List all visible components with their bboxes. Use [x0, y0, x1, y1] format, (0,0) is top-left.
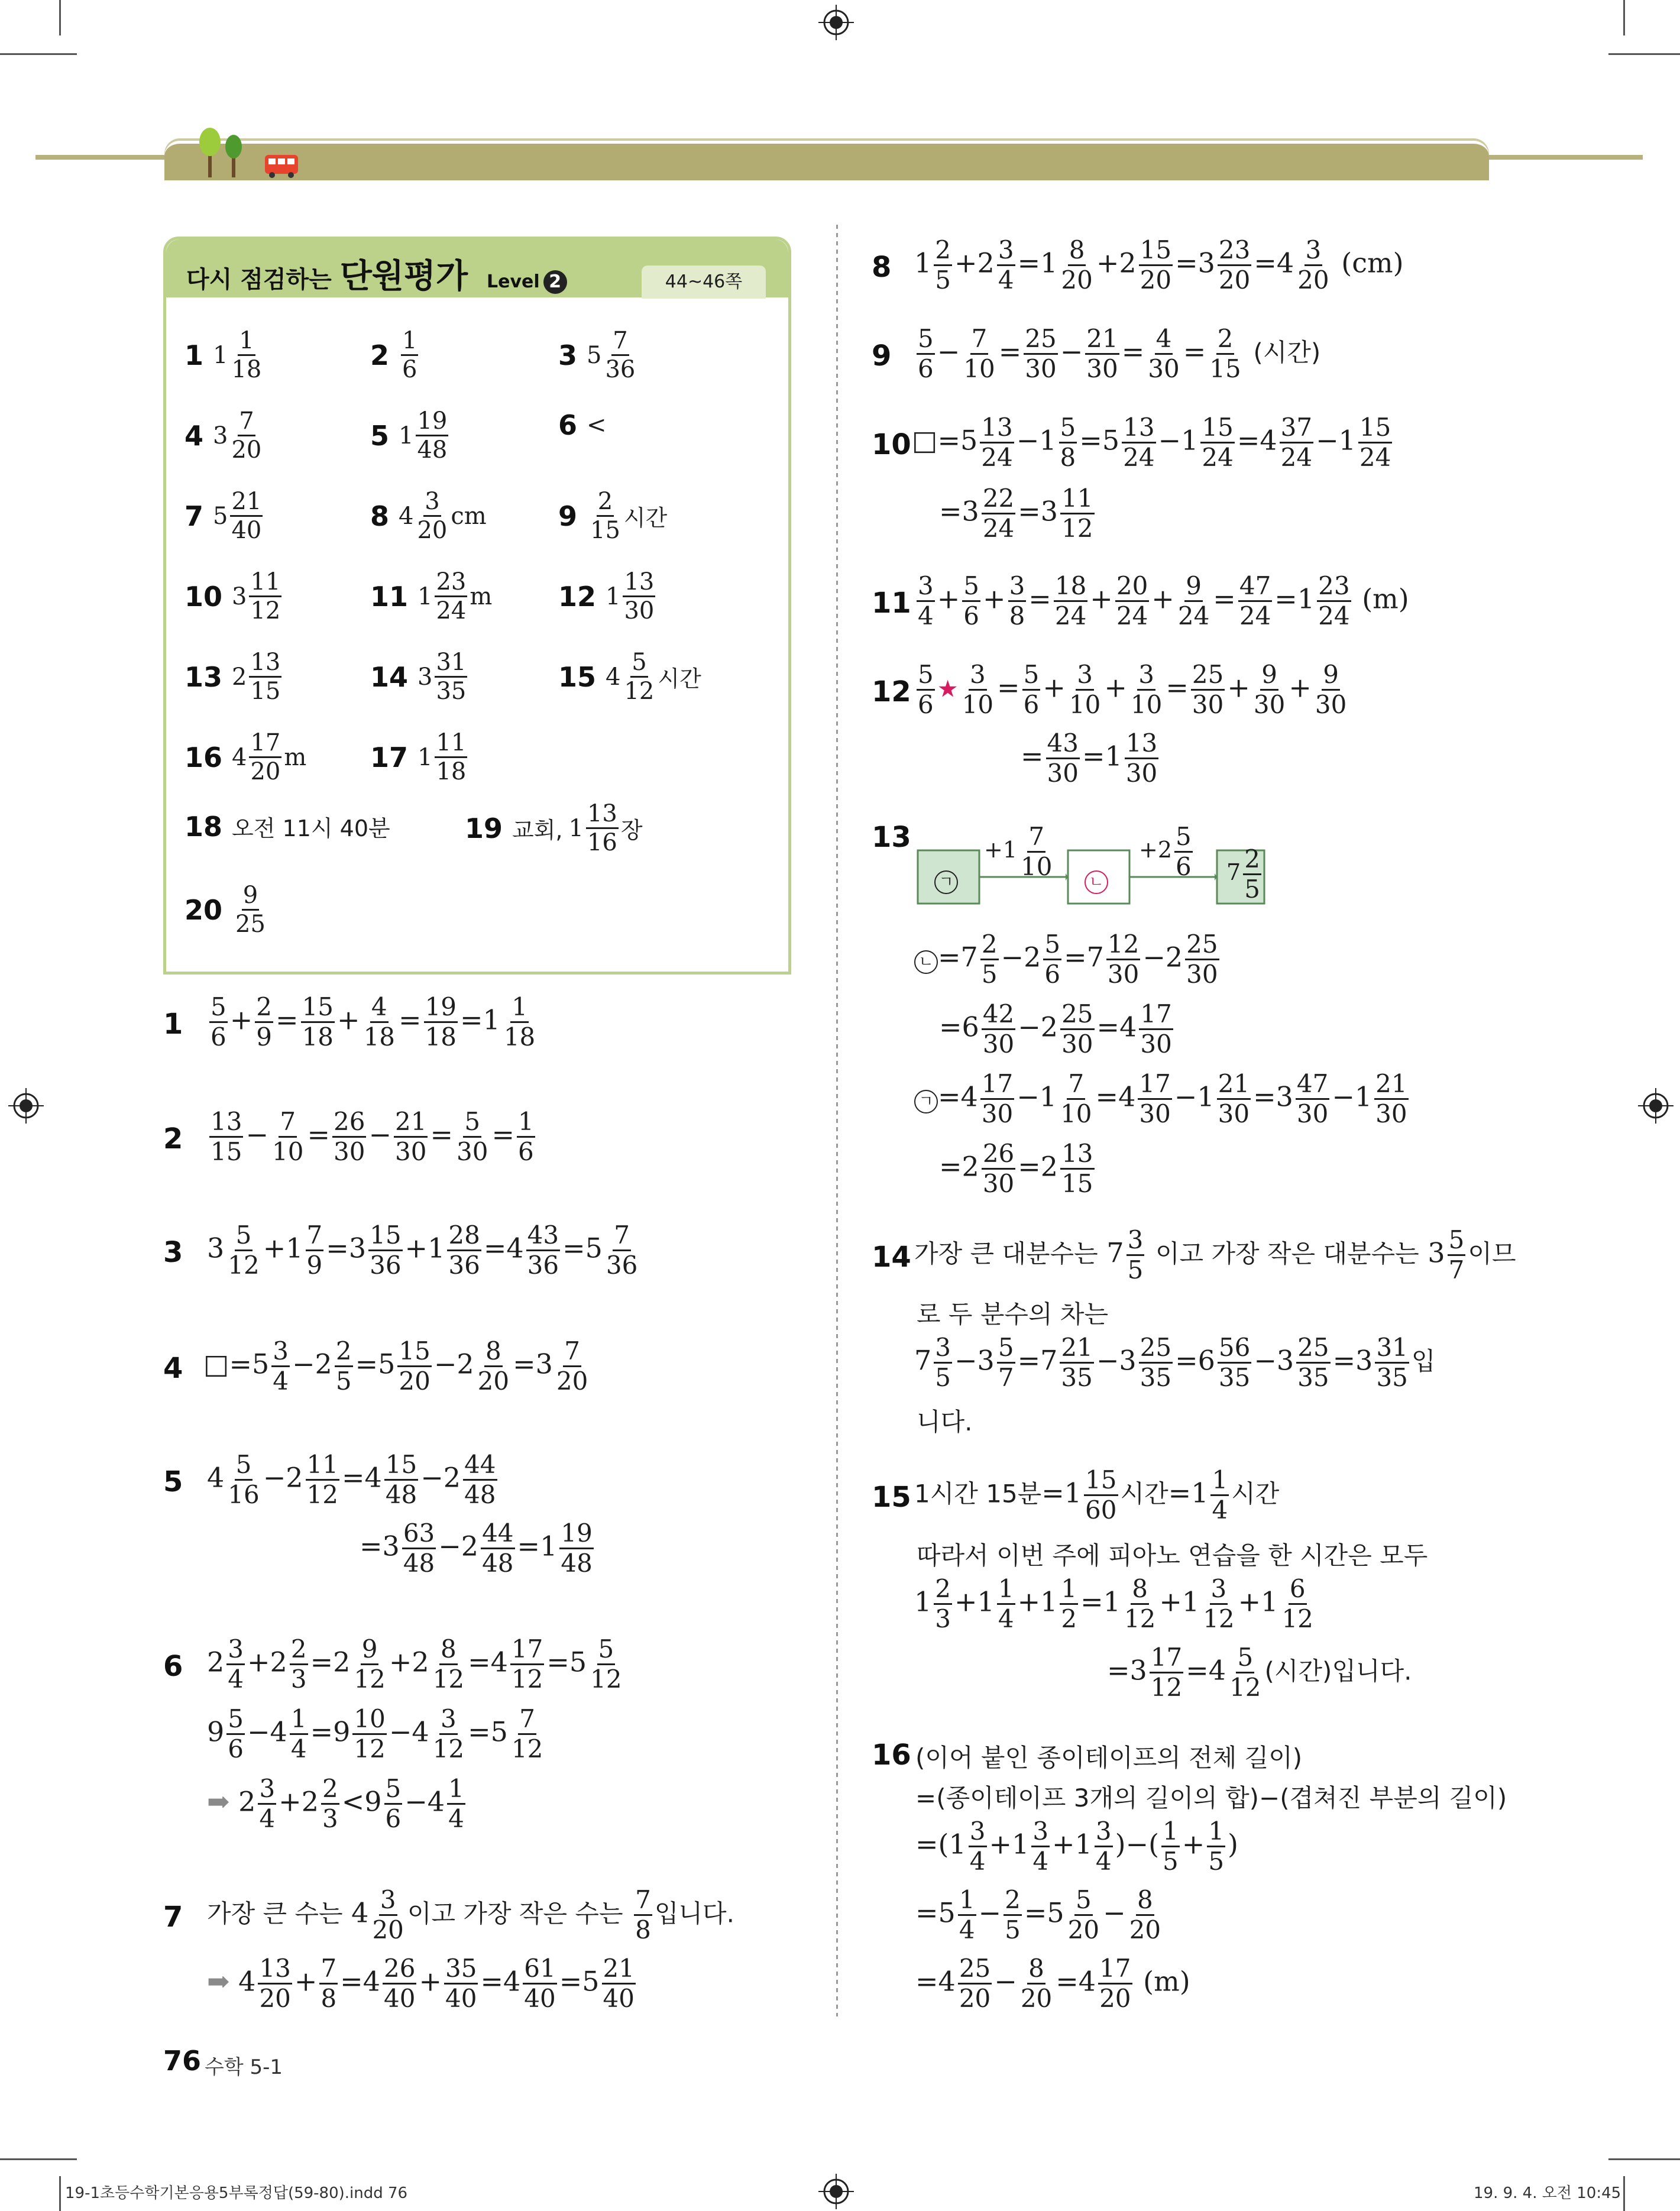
solution-15-line4: =3 $\frac{17}{12}$ =4 $\frac{5}{12}$ (시간)입니다.: [1107, 1643, 1412, 1702]
solution-12-line1: $\frac{5}{6}$ ★ $\frac{3}{10}$ = $\frac{5}{6}$ + $\frac{3}{10}$ + $\frac{3}{10}$ = $\frac{25}{30}$ + $\frac{9}{30}$ + $\frac{9}{30}$: [918, 660, 1347, 719]
solution-5-line2: =3 $\frac{63}{48}$ −2 $\frac{44}{48}$ =1 $\frac{19}{48}$: [360, 1519, 593, 1578]
answer-number: 13: [184, 661, 223, 693]
answer-number: 16: [184, 741, 223, 773]
level-number: 2: [543, 270, 567, 294]
answer-number: 2: [370, 339, 390, 371]
solution-6-line1: 2 $\frac{3}{4}$ +2 $\frac{2}{3}$ =2 $\frac{9}{12}$ +2 $\frac{8}{12}$ =4 $\frac{17}{12}$ =5 $\frac{5}{12}$: [207, 1634, 622, 1694]
solution-14-line2: 로 두 분수의 차는: [917, 1300, 1109, 1329]
answer-number: 7: [184, 500, 204, 532]
solution-13-line3: ㄱ =4 $\frac{17}{30}$ −1 $\frac{7}{10}$ =4 $\frac{17}{30}$ −1 $\frac{21}{30}$ =3 $\frac{47}{30}$ −1 $\frac{21}{30}$: [914, 1071, 1411, 1126]
answer-item: [558, 650, 701, 703]
answer-fraction: $\frac{21}{40}$: [231, 488, 262, 544]
solution-number: 1: [163, 1008, 183, 1041]
solution-number: 12: [872, 675, 911, 708]
solution-4: □=5 $\frac{3}{4}$ −2 $\frac{2}{5}$ =5 $\frac{15}{20}$ −2 $\frac{8}{20}$ =3 $\frac{7}{20}$: [203, 1336, 588, 1396]
crop-mark: [1623, 0, 1625, 35]
answer-item: [184, 810, 390, 843]
arrow-icon: ➡: [207, 1965, 230, 1998]
solution-10-line1: □=5 $\frac{13}{24}$ −1 $\frac{5}{8}$ =5 $\frac{13}{24}$ −1 $\frac{15}{24}$ =4 $\frac{37}{24}$ −1 $\frac{15}{24}$: [912, 413, 1391, 472]
solution-16-line3: =(1 $\frac{3}{4}$ +1 $\frac{3}{4}$ +1 $\frac{3}{4}$ )−( $\frac{1}{5}$ + $\frac{1}{5}$ ): [915, 1817, 1238, 1876]
crop-mark: [0, 53, 77, 55]
answer-whole: 2: [232, 663, 247, 691]
solution-number: 13: [872, 821, 911, 854]
answer-fraction: $\frac{7}{36}$: [605, 327, 636, 383]
answer-item: [184, 490, 265, 542]
answer-number: 10: [184, 580, 223, 613]
file-name: 19-1초등수학기본응용5부록정답(59-80).indd 76: [65, 2184, 408, 2202]
solution-13-line2: =6 $\frac{42}{30}$ −2 $\frac{25}{30}$ =4 $\frac{17}{30}$: [939, 999, 1172, 1058]
answer-number: 12: [558, 580, 597, 613]
solution-number: 6: [163, 1650, 183, 1683]
solution-6-line2: 9 $\frac{5}{6}$ −4 $\frac{1}{4}$ =9 $\frac{10}{12}$ −4 $\frac{3}{12}$ =5 $\frac{7}{12}$: [207, 1704, 543, 1763]
answer-whole: 1: [213, 341, 228, 369]
answer-item: [558, 409, 607, 441]
solution-16-line1: (이어 붙인 종이테이프의 전체 길이): [915, 1743, 1303, 1772]
crop-mark: [0, 2158, 77, 2160]
solution-number: 10: [872, 428, 911, 461]
solution-number: 15: [872, 1481, 911, 1514]
answer-whole: 1: [399, 422, 414, 449]
page-range-tab: 44~46쪽: [642, 266, 766, 299]
level-label: Level: [487, 271, 540, 292]
answer-whole: 1: [417, 743, 433, 771]
answer-unit: 장: [620, 817, 643, 843]
column-divider: [836, 225, 838, 2016]
solution-14-line3: 7 $\frac{3}{5}$ −3 $\frac{5}{7}$ =7 $\frac{21}{35}$ −3 $\frac{25}{35}$ =6 $\frac{56}{35}$ −3 $\frac{25}{35}$ =3 $\frac{31}{35}$ 입: [914, 1333, 1436, 1392]
answer-fraction: $\frac{1}{6}$: [402, 327, 417, 383]
registration-mark-icon: [8, 1088, 44, 1124]
solution-16-line2: =(종이테이프 3개의 길이의 합)−(겹쳐진 부분의 길이): [915, 1783, 1507, 1812]
answer-whole: 1: [417, 582, 433, 610]
header-bar: [164, 141, 1489, 180]
registration-mark-icon: [818, 5, 854, 40]
title-prefix: 다시 점검하는: [186, 266, 332, 293]
answer-item: [370, 570, 492, 623]
answer-whole: 3: [232, 582, 247, 610]
header-rule: [1489, 155, 1643, 160]
answer-fraction: $\frac{9}{25}$: [235, 882, 266, 938]
solution-number: 3: [163, 1236, 183, 1269]
solution-15-line3: 1 $\frac{2}{3}$ +1 $\frac{1}{4}$ +1 $\frac{1}{2}$ =1 $\frac{8}{12}$ +1 $\frac{3}{12}$ +1 $\frac{6}{12}$: [914, 1574, 1313, 1633]
crop-mark: [59, 2176, 61, 2211]
registration-mark-icon: [818, 2174, 854, 2209]
solution-13-line4: =2 $\frac{26}{30}$ =2 $\frac{13}{15}$: [939, 1139, 1093, 1198]
solution-1: $\frac{5}{6}$ + $\frac{2}{9}$ = $\frac{15}{18}$ + $\frac{4}{18}$ = $\frac{19}{18}$ =1 $\frac{1}{18}$: [211, 992, 536, 1051]
answer-number: 14: [370, 661, 409, 693]
summary-title: [186, 250, 567, 297]
answer-unit: 시간: [658, 666, 701, 692]
answer-number: 9: [558, 500, 578, 532]
star-icon: ★: [937, 675, 959, 703]
answer-item: [184, 731, 306, 784]
answer-whole: 5: [213, 502, 228, 530]
summary-header: [166, 239, 788, 297]
answer-item: [558, 570, 658, 623]
answer-fraction: $\frac{3}{20}$: [417, 488, 448, 544]
answer-fraction: $\frac{11}{12}$: [250, 568, 281, 624]
answer-item: [370, 731, 470, 784]
crop-mark: [59, 0, 61, 35]
answer-unit: cm: [451, 502, 487, 530]
page-number: 76: [163, 2045, 202, 2077]
answer-fraction: $\frac{13}{16}$: [587, 800, 617, 856]
answer-item: [184, 883, 269, 936]
solution-number: 5: [163, 1465, 183, 1498]
answer-item: [184, 570, 284, 623]
answer-item: [184, 329, 265, 381]
answer-fraction: $\frac{7}{20}$: [231, 407, 262, 464]
solution-number: 8: [872, 251, 892, 284]
answer-fraction: $\frac{23}{24}$: [436, 568, 467, 624]
answer-number: 1: [184, 339, 204, 371]
solution-5-line1: 4 $\frac{5}{16}$ −2 $\frac{11}{12}$ =4 $\frac{15}{48}$ −2 $\frac{44}{48}$: [207, 1450, 496, 1509]
solution-10-line2: =3 $\frac{22}{24}$ =3 $\frac{11}{12}$: [939, 484, 1093, 543]
flow-label-1: +1 $\frac{7}{10}$: [984, 822, 1053, 881]
answer-fraction: $\frac{5}{12}$: [624, 649, 655, 705]
solution-8: 1 $\frac{2}{5}$ +2 $\frac{3}{4}$ =1 $\frac{8}{20}$ +2 $\frac{15}{20}$ =3 $\frac{23}{20}$ =4 $\frac{3}{20}$ (cm): [914, 235, 1404, 294]
crop-mark: [1623, 2176, 1625, 2211]
solution-16-line4: =5 $\frac{1}{4}$ − $\frac{2}{5}$ =5 $\frac{5}{20}$ − $\frac{8}{20}$: [915, 1885, 1161, 1944]
answer-text: 교회,: [512, 817, 563, 843]
answer-number: 4: [184, 419, 204, 452]
flow-node-a: ㄱ: [934, 863, 958, 894]
answer-item: [558, 490, 667, 542]
answer-fraction: $\frac{13}{15}$: [250, 649, 281, 705]
solution-15-line1: 1시간 15분=1 $\frac{15}{60}$ 시간=1 $\frac{1}{4}$ 시간: [914, 1465, 1280, 1524]
answer-fraction: $\frac{19}{48}$: [417, 407, 448, 464]
title-main: 단원평가: [339, 257, 468, 296]
solution-12-line2: = $\frac{43}{30}$ =1 $\frac{13}{30}$: [1021, 729, 1158, 788]
answer-fraction: $\frac{17}{20}$: [250, 729, 281, 785]
answer-item: [370, 490, 487, 542]
print-date: 19. 9. 4. 오전 10:45: [1474, 2184, 1621, 2202]
solution-7-line2: ➡ 4 $\frac{13}{20}$ + $\frac{7}{8}$ =4 $\frac{26}{40}$ + $\frac{35}{40}$ =4 $\frac{61}{40}$ =5 $\frac{21}{40}$: [207, 1954, 635, 2013]
answer-number: 11: [370, 580, 409, 613]
flow-node-result: 7 $\frac{2}{5}$: [1226, 844, 1260, 904]
answer-unit: m: [470, 582, 493, 610]
solution-14-line1: 가장 큰 대분수는 7 $\frac{3}{5}$ 이고 가장 작은 대분수는 3 $\frac{5}{7}$ 이므: [914, 1225, 1516, 1284]
answer-fraction: $\frac{1}{18}$: [231, 327, 262, 383]
answer-item: [465, 802, 643, 854]
answer-whole: 3: [213, 422, 228, 449]
answer-number: 20: [184, 894, 223, 926]
solution-9: $\frac{5}{6}$ − $\frac{7}{10}$ = $\frac{25}{30}$ − $\frac{21}{30}$ = $\frac{4}{30}$ = $\frac{2}{15}$ (시간): [918, 324, 1321, 383]
solution-11: $\frac{3}{4}$ + $\frac{5}{6}$ + $\frac{3}{8}$ = $\frac{18}{24}$ + $\frac{20}{24}$ + $\frac{9}{24}$ = $\frac{47}{24}$ =1 $\frac{23}{24}$ (m): [918, 571, 1409, 630]
solution-6-line3: ➡ 2 $\frac{3}{4}$ +2 $\frac{2}{3}$ <9 $\frac{5}{6}$ −4 $\frac{1}{4}$: [207, 1774, 464, 1833]
answer-item: [184, 409, 265, 462]
solution-number: 4: [163, 1352, 183, 1385]
answer-number: 3: [558, 339, 578, 371]
answer-fraction: $\frac{11}{18}$: [436, 729, 467, 785]
answer-number: 15: [558, 661, 597, 693]
answer-item: [370, 409, 451, 462]
solution-14-line4: 니다.: [917, 1407, 973, 1436]
subject-label: 수학 5-1: [205, 2055, 283, 2079]
answer-text: <: [587, 412, 607, 439]
registration-mark-icon: [1638, 1088, 1673, 1124]
solution-number: 7: [163, 1901, 183, 1934]
answer-whole: 3: [417, 663, 433, 691]
solution-number: 9: [872, 339, 892, 373]
answer-whole: 4: [232, 743, 247, 771]
solution-number: 14: [872, 1241, 911, 1274]
answer-number: 17: [370, 741, 409, 773]
solution-15-line2: 따라서 이번 주에 피아노 연습을 한 시간은 모두: [917, 1541, 1428, 1570]
header-rule: [35, 155, 166, 160]
answer-whole: 1: [568, 814, 584, 842]
answer-whole: 4: [606, 663, 621, 691]
solution-7-line1: 가장 큰 수는 4 $\frac{3}{20}$ 이고 가장 작은 수는 $\frac{7}{8}$ 입니다.: [207, 1885, 734, 1944]
answer-fraction: $\frac{13}{30}$: [624, 568, 655, 624]
answer-fraction: $\frac{2}{15}$: [590, 488, 620, 544]
answer-whole: 5: [587, 341, 602, 369]
flow-node-b: ㄴ: [1085, 863, 1108, 894]
crop-mark: [1608, 2158, 1680, 2160]
answer-number: 18: [184, 810, 223, 843]
answer-item: [370, 329, 420, 381]
answer-item: [558, 329, 639, 381]
answer-fraction: $\frac{31}{35}$: [436, 649, 467, 705]
solution-13-line1: ㄴ =7 $\frac{2}{5}$ −2 $\frac{5}{6}$ =7 $\frac{12}{30}$ −2 $\frac{25}{30}$: [914, 932, 1222, 987]
tree-bus-icon: [193, 125, 311, 179]
answer-whole: 4: [399, 502, 414, 530]
crop-mark: [1608, 53, 1680, 55]
solution-number: 11: [872, 587, 911, 620]
answer-whole: 1: [606, 582, 621, 610]
answer-text: 오전 11시 40분: [232, 815, 390, 841]
solution-number: 16: [872, 1739, 911, 1772]
answer-unit: m: [284, 743, 307, 771]
answer-number: 6: [558, 409, 578, 441]
solution-3: 3 $\frac{5}{12}$ +1 $\frac{7}{9}$ =3 $\frac{15}{36}$ +1 $\frac{28}{36}$ =4 $\frac{43}{36}$ =5 $\frac{7}{36}$: [207, 1221, 638, 1280]
solution-16-line5: =4 $\frac{25}{20}$ − $\frac{8}{20}$ =4 $\frac{17}{20}$ (m): [915, 1954, 1190, 2013]
solution-number: 2: [163, 1122, 183, 1155]
answer-number: 8: [370, 500, 390, 532]
answer-number: 5: [370, 419, 390, 452]
solution-2: $\frac{13}{15}$ − $\frac{7}{10}$ = $\frac{26}{30}$ − $\frac{21}{30}$ = $\frac{5}{30}$ = $\frac{1}{6}$: [211, 1107, 534, 1166]
answer-number: 19: [465, 812, 503, 844]
arrow-icon: ➡: [207, 1785, 230, 1818]
answer-item: [370, 650, 470, 703]
answer-unit: 시간: [623, 505, 668, 531]
answer-item: [184, 650, 284, 703]
flow-label-2: +2 $\frac{5}{6}$: [1139, 822, 1192, 881]
